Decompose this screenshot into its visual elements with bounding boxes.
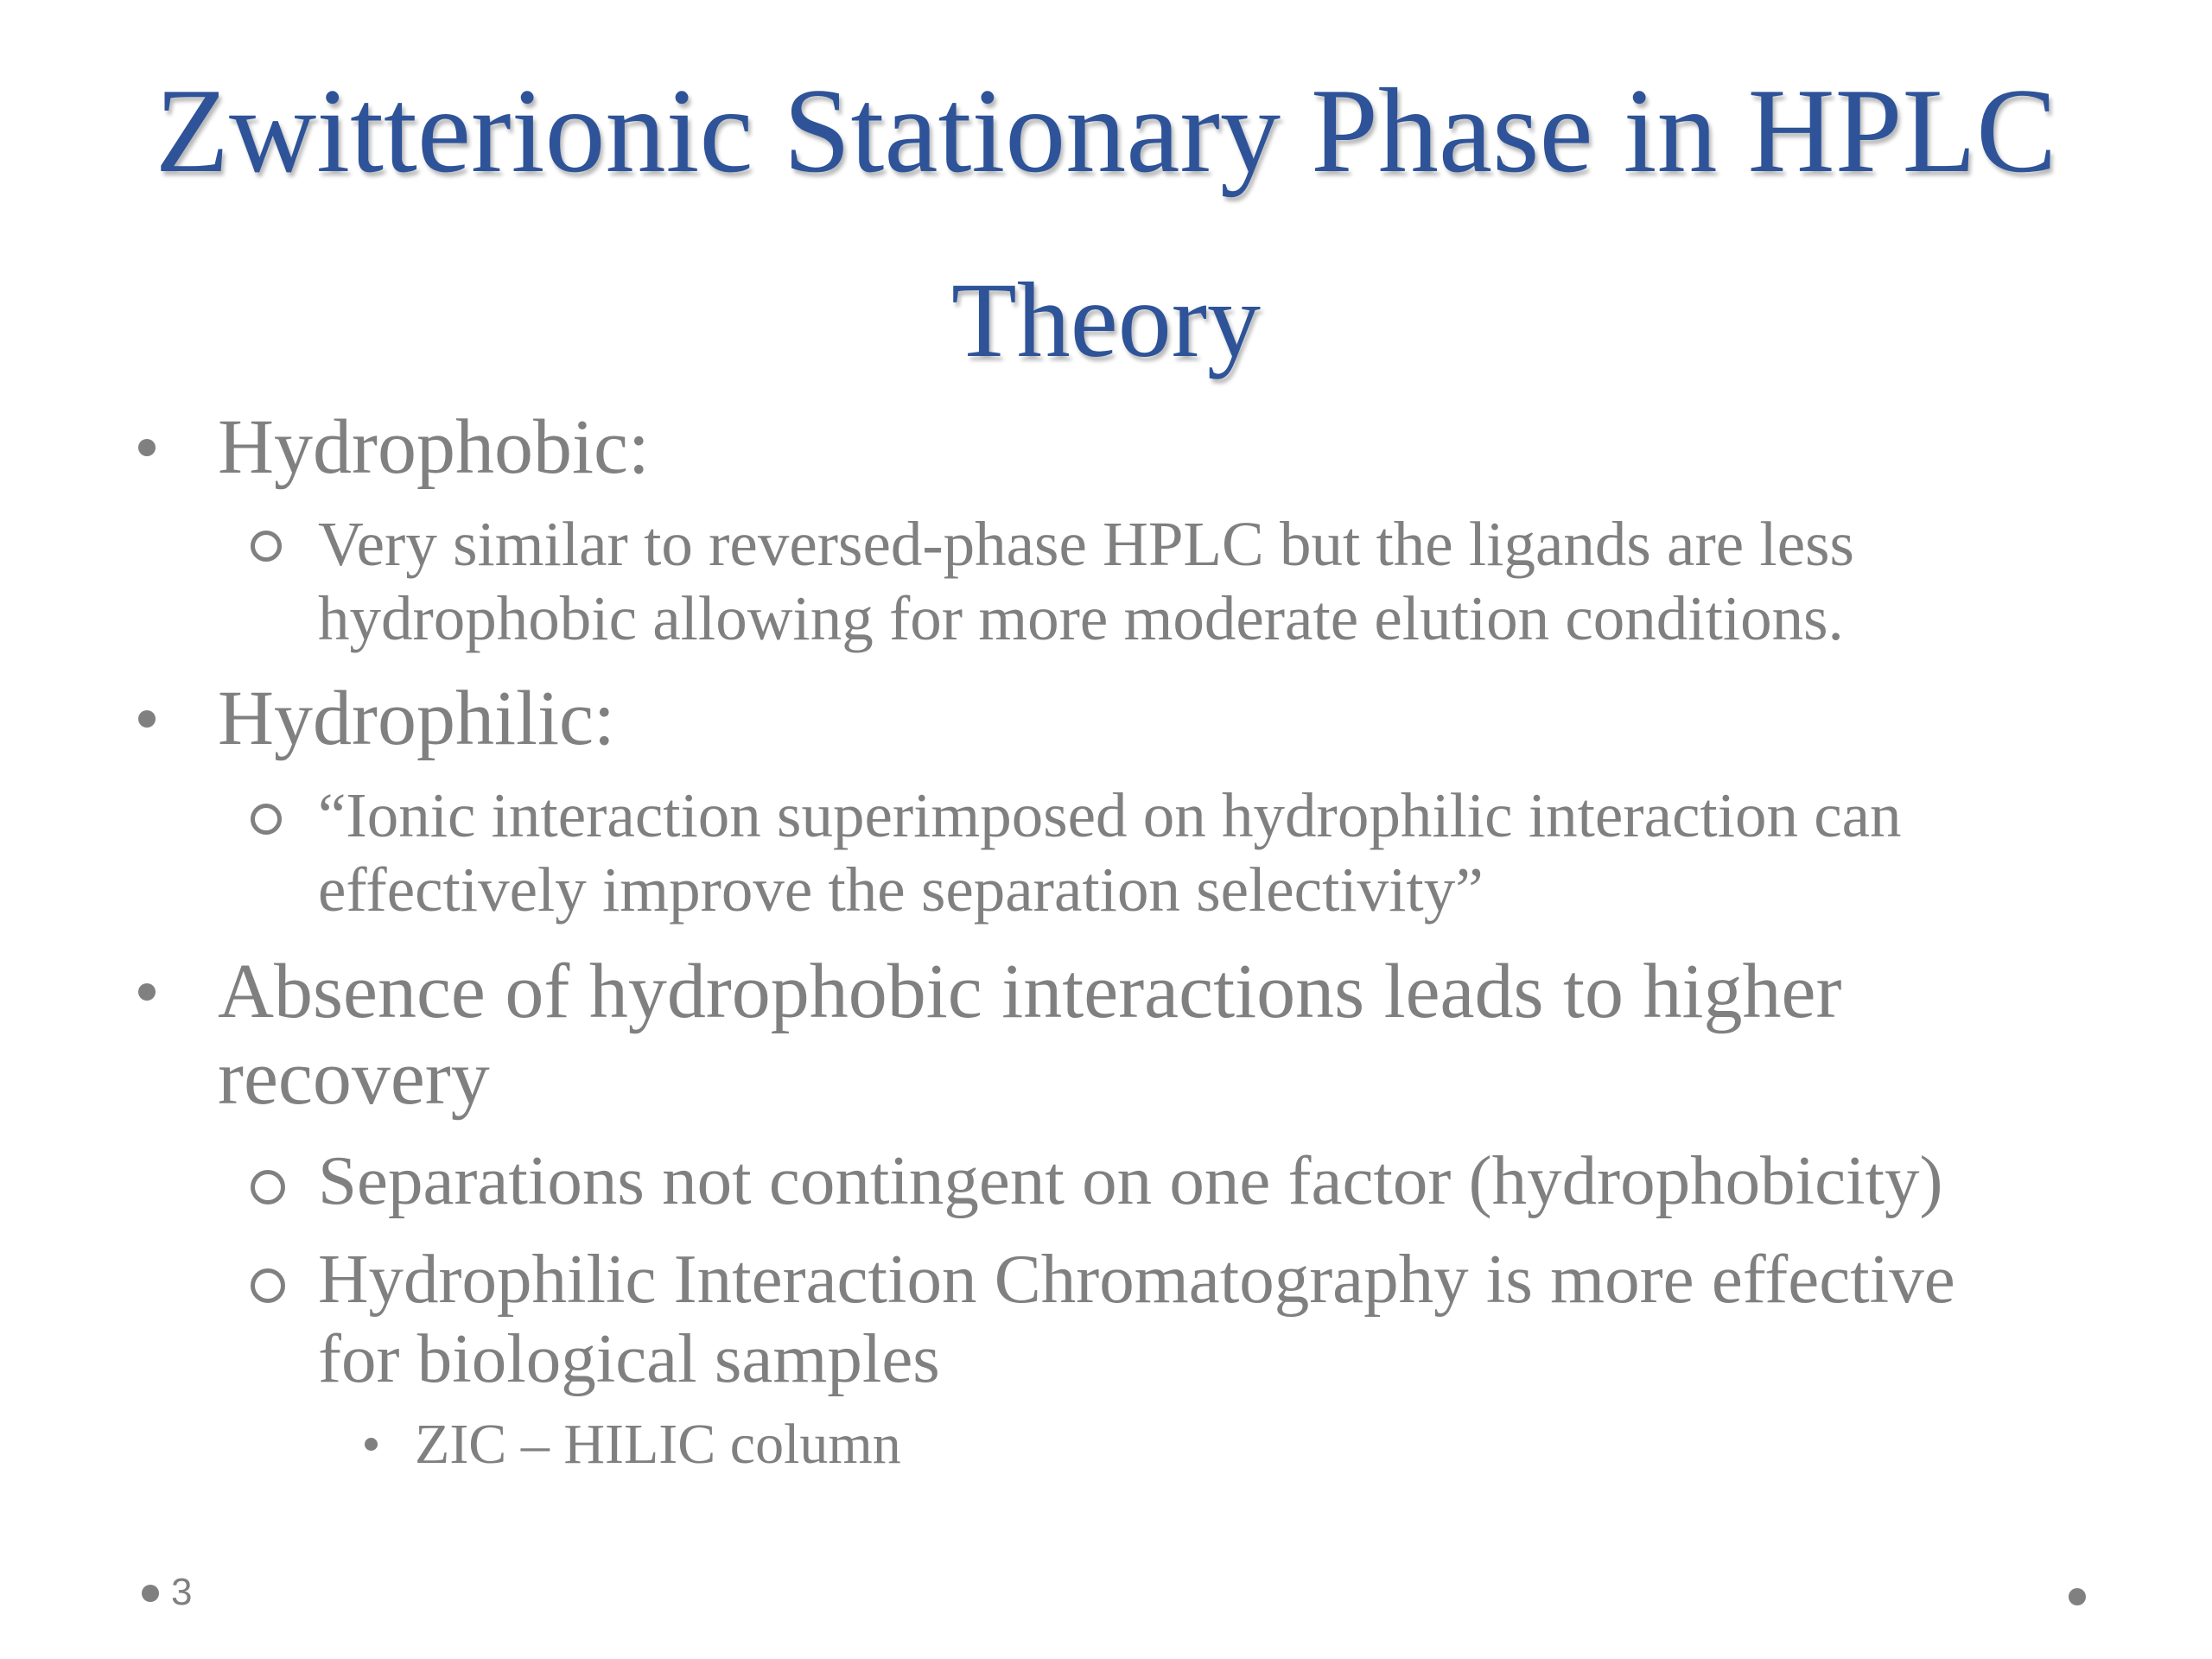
sub-bullet-hydrophilic-line2: effectively improve the separation selectivity” xyxy=(318,855,1484,925)
slide-subtitle: Theory xyxy=(950,261,1262,379)
sub-bullet-marker xyxy=(251,1170,285,1205)
sub-sub-bullet-marker xyxy=(365,1438,378,1451)
sub-bullet-hilic-line2: for biological samples xyxy=(318,1319,940,1397)
bullet-absence-line2: recovery xyxy=(218,1035,490,1121)
bullet-marker xyxy=(138,983,156,1001)
sub-sub-bullet-zic-hilic: ZIC – HILIC column xyxy=(415,1413,901,1476)
footer-dot-right xyxy=(2069,1588,2086,1605)
sub-bullet-marker xyxy=(251,1268,285,1303)
sub-bullet-marker xyxy=(251,804,282,835)
sub-bullet-hilic-line1: Hydrophilic Interaction Chromatography is more effective xyxy=(318,1240,1955,1318)
sub-bullet-hydrophobic-line2: hydrophobic allowing for more moderate elution conditions. xyxy=(318,583,1844,653)
sub-bullet-hydrophilic-line1: “Ionic interaction superimposed on hydrophilic interaction can xyxy=(318,780,1902,850)
bullet-absence-line1: Absence of hydrophobic interactions leads to higher xyxy=(218,949,1842,1034)
bullet-marker xyxy=(138,710,156,728)
footer-dot-left xyxy=(142,1585,159,1602)
sub-bullet-marker xyxy=(251,531,282,562)
page-number: 3 xyxy=(171,1571,193,1613)
sub-bullet-separations: Separations not contingent on one factor (hydrophobicity) xyxy=(318,1141,1943,1219)
bullet-hydrophobic: Hydrophobic: xyxy=(218,404,650,490)
slide-title: Zwitterionic Stationary Phase in HPLC xyxy=(155,64,2057,198)
sub-bullet-hydrophobic-line1: Very similar to reversed-phase HPLC but the ligands are less xyxy=(318,509,1854,579)
bullet-hydrophilic: Hydrophilic: xyxy=(218,676,615,761)
bullet-marker xyxy=(138,439,156,456)
